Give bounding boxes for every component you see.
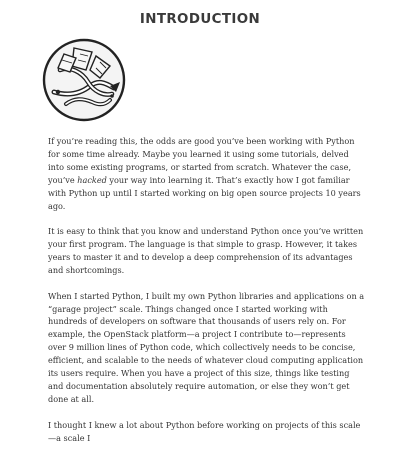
paragraph-2: It is easy to think that you know and understand Python once you’ve written your first program. The language is that simple to grasp. However, it takes years to master it and to develop a deep comprehension of its advantages and shortcomings. <box>48 226 364 275</box>
paragraph-3: When I started Python, I built my own Python libraries and applications on a “garage project” scale. Things changed once I started working with hundreds of developers on software that thousands of users rely on. For example, the OpenStack platform—a project I contribute to—represents over 9 million lines of Python code, which collectively needs to be concise, efficient, and scalable to the needs of whatever cloud computing application its users require. When you have a project of this size, things like testing and documentation absolutely require automation, or else they won’t get done at all. <box>48 290 365 404</box>
emphasis-text: hacked <box>77 174 107 185</box>
snake-tangle-illustration-icon <box>40 36 128 124</box>
body-text <box>48 128 366 457</box>
paragraph-1: If you’re reading this, the odds are good you’ve been working with Python for some time already. Maybe you learned it using some tutorials, delved into some existing programs, or started from scratch. Whatever the case, you’ve hacked your way into learning it. That’s exactly how I got familiar with Python up until I started working on big open source projects 10 years ago. <box>48 136 361 211</box>
chapter-title: INTRODUCTION <box>139 12 261 27</box>
paragraph-4: I thought I knew a lot about Python before working on projects of this scale—a scale I <box>48 419 361 443</box>
